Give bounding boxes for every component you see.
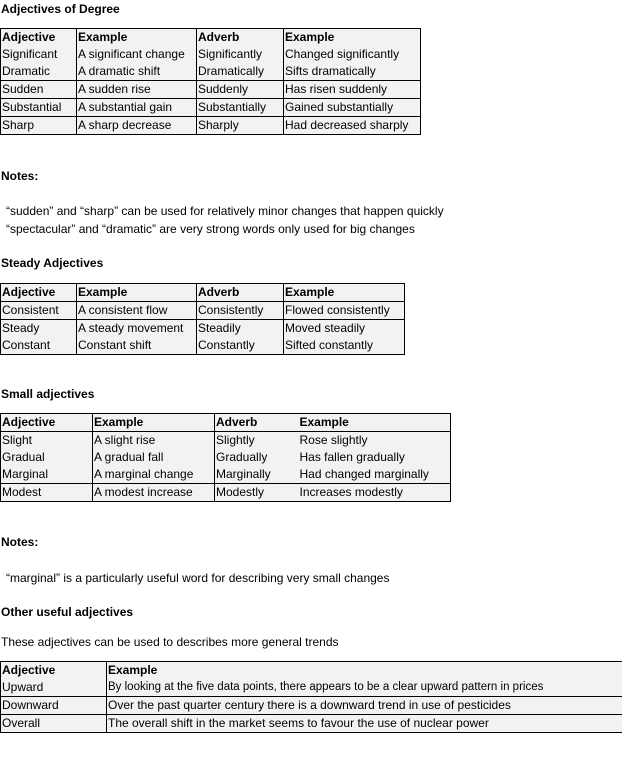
cell: Has fallen gradually — [299, 450, 405, 464]
cell: Modestly — [215, 484, 299, 502]
small-table — [0, 413, 451, 502]
table-row — [1, 484, 451, 502]
header-cell: Example — [93, 414, 215, 432]
notes-title: Notes: — [1, 535, 39, 549]
note-line: “spectacular” and “dramatic” are very strong words only used for big changes — [6, 222, 415, 236]
cell: Had changed marginally — [299, 467, 429, 481]
header-cell: Example — [107, 662, 622, 680]
cell: Significant — [2, 47, 58, 61]
cell: Sharply — [197, 117, 284, 135]
degree-table — [0, 28, 421, 135]
cell: The overall shift in the market seems to favour the use of nuclear power — [107, 715, 622, 733]
cell: A substantial gain — [77, 99, 197, 117]
cell: A sharp decrease — [77, 117, 197, 135]
cell: Increases modestly — [299, 484, 451, 502]
cell: Dramatic — [2, 64, 51, 78]
table-row — [1, 81, 421, 99]
cell: Gradually — [215, 449, 299, 466]
header-cell: Adjective — [2, 415, 56, 429]
cell: Significantly — [197, 46, 284, 63]
cell: Gradual — [2, 450, 45, 464]
cell: Overall — [1, 715, 107, 733]
cell: Constant shift — [77, 337, 197, 355]
cell: Substantially — [197, 99, 284, 117]
section-title-degree: Adjectives of Degree — [1, 2, 120, 16]
cell: A marginal change — [93, 466, 215, 484]
table-header-row — [1, 414, 451, 432]
cell: Sifted constantly — [284, 337, 405, 355]
table-row — [1, 302, 405, 320]
header-cell: Example — [299, 415, 349, 429]
cell: Has risen suddenly — [284, 81, 421, 99]
cell: Slightly — [215, 432, 299, 450]
cell: Changed significantly — [284, 46, 421, 63]
cell: Gained substantially — [284, 99, 421, 117]
table-row — [1, 449, 451, 466]
cell: Rose slightly — [299, 432, 451, 450]
table-row — [1, 697, 622, 715]
cell: Flowed consistently — [284, 302, 405, 320]
table-row — [1, 679, 622, 697]
table-row — [1, 715, 622, 733]
section-title-small: Small adjectives — [1, 387, 95, 401]
table-row — [1, 63, 421, 81]
cell: Sifts dramatically — [284, 63, 421, 81]
cell: Substantial — [1, 99, 77, 117]
cell: Sharp — [1, 117, 77, 135]
table-row — [1, 117, 421, 135]
cell: Moved steadily — [284, 320, 405, 338]
header-cell: Adjective — [2, 30, 56, 44]
cell: Steadily — [197, 320, 284, 338]
table-row — [1, 320, 405, 338]
table-row — [1, 99, 421, 117]
notes-title: Notes: — [1, 169, 39, 183]
cell: A steady movement — [77, 320, 197, 338]
header-cell: Adverb — [197, 29, 284, 47]
note-line: “marginal” is a particularly useful word for describing very small changes — [6, 571, 390, 585]
note-line: “sudden” and “sharp” can be used for relatively minor changes that happen quickly — [6, 204, 444, 218]
cell: A gradual fall — [93, 449, 215, 466]
cell: Consistently — [197, 302, 284, 320]
cell: A dramatic shift — [77, 63, 197, 81]
header-cell: Adjective — [2, 285, 56, 299]
table-row — [1, 46, 421, 63]
table-header-row — [1, 662, 622, 680]
cell: By looking at the five data points, there appears to be a clear upward pattern in prices — [107, 679, 622, 697]
cell: A sudden rise — [77, 81, 197, 99]
cell: Sudden — [1, 81, 77, 99]
cell: Modest — [1, 484, 93, 502]
table-row — [1, 337, 405, 355]
section-title-other: Other useful adjectives — [1, 605, 134, 619]
table-header-row — [1, 284, 405, 302]
other-table — [0, 661, 622, 733]
cell: A slight rise — [93, 432, 215, 450]
cell: A modest increase — [93, 484, 215, 502]
cell: Suddenly — [197, 81, 284, 99]
table-header-row — [1, 29, 421, 47]
cell: A consistent flow — [77, 302, 197, 320]
header-cell: Example — [77, 29, 197, 47]
cell: Marginal — [2, 467, 49, 481]
cell: Downward — [1, 697, 107, 715]
cell: Marginally — [215, 466, 299, 484]
header-cell: Example — [77, 284, 197, 302]
section-title-steady: Steady Adjectives — [1, 256, 104, 270]
header-cell: Adjective — [2, 663, 56, 677]
section-intro: These adjectives can be used to describes more general trends — [1, 635, 339, 649]
cell: Constantly — [197, 337, 284, 355]
cell: Constant — [2, 338, 51, 352]
cell: Consistent — [1, 302, 77, 320]
header-cell: Adverb — [197, 284, 284, 302]
cell: Over the past quarter century there is a downward trend in use of pesticides — [107, 697, 622, 715]
header-cell: Adverb — [215, 414, 299, 432]
header-cell: Example — [284, 284, 405, 302]
cell: Dramatically — [197, 63, 284, 81]
cell: A significant change — [77, 46, 197, 63]
cell: Steady — [1, 320, 77, 338]
table-row — [1, 466, 451, 484]
cell: Slight — [1, 432, 93, 450]
cell: Upward — [2, 680, 44, 694]
steady-table — [0, 283, 405, 355]
table-row — [1, 432, 451, 450]
header-cell: Example — [284, 29, 421, 47]
cell: Had decreased sharply — [284, 117, 421, 135]
